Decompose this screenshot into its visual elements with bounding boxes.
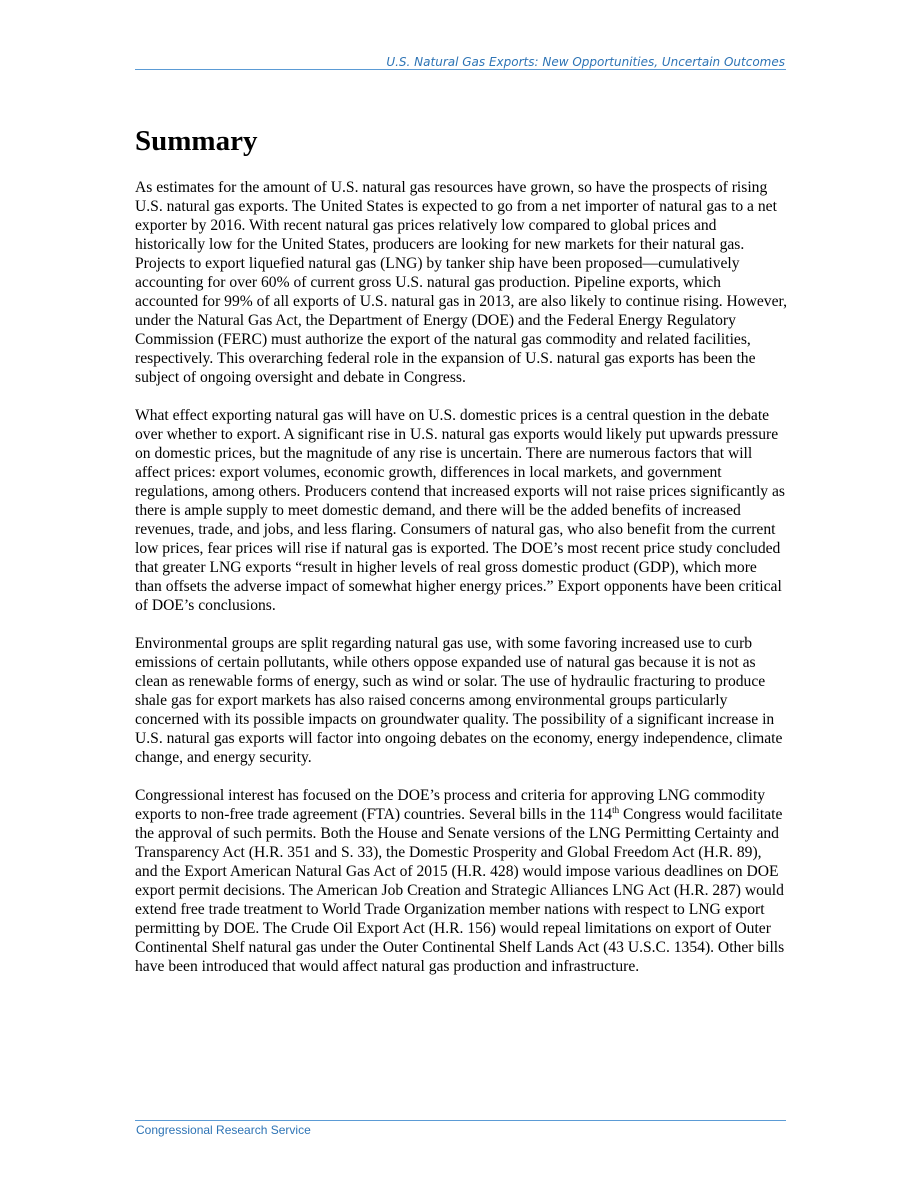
paragraph-congressional-interest bbox=[135, 786, 787, 976]
paragraph-domestic-prices: What effect exporting natural gas will have on U.S. domestic prices is a central question in the debate over whether to export. A significant rise in U.S. natural gas exports would likely put upwards pressure on domestic prices, but the magnitude of any rise is uncertain. There are numerous factors that will affect prices: export volumes, economic growth, differences in local markets, and government regulations, among others. Producers contend that increased exports will not raise prices significantly as there is ample supply to meet domestic demand, and there will be the added benefits of increased revenues, trade, and jobs, and less flaring. Consumers of natural gas, who also benefit from the current low prices, fear prices will rise if natural gas is exported. The DOE’s most recent price study concluded that greater LNG exports “result in higher levels of real gross domestic product (GDP), which more than offsets the adverse impact of somewhat higher energy prices.” Export opponents have been critical of DOE’s conclusions. bbox=[135, 407, 785, 614]
paragraph-environmental-groups: Environmental groups are split regarding natural gas use, with some favoring increased use to curb emissions of certain pollutants, while others oppose expanded use of natural gas because it is not as clean as renewable forms of energy, such as wind or solar. The use of hydraulic fracturing to produce shale gas for export markets has also raised concerns among environmental groups particularly concerned with its possible impacts on groundwater quality. The possibility of a significant increase in U.S. natural gas exports will factor into ongoing debates on the economy, energy independence, climate change, and energy security. bbox=[135, 635, 783, 766]
footer-divider bbox=[135, 1120, 786, 1121]
document-body bbox=[135, 178, 787, 995]
paragraph-congressional-interest-part1: Congressional interest has focused on the DOE’s process and criteria for approving LNG commodity exports to non-free trade agreement (FTA) countries. Several bills in the 114 bbox=[135, 787, 766, 823]
ordinal-superscript: th bbox=[612, 804, 620, 815]
paragraph-exports-overview: As estimates for the amount of U.S. natural gas resources have grown, so have the prospects of rising U.S. natural gas exports. The United States is expected to go from a net importer of natural gas to a net exporter by 2016. With recent natural gas prices relatively low compared to global prices and historically low for the United States, producers are looking for new markets for their natural gas. Projects to export liquefied natural gas (LNG) by tanker ship have been proposed—cumulatively accounting for over 60% of current gross U.S. natural gas production. Pipeline exports, which accounted for 99% of all exports of U.S. natural gas in 2013, are also likely to continue rising. However, under the Natural Gas Act, the Department of Energy (DOE) and the Federal Energy Regulatory Commission (FERC) must authorize the export of the natural gas commodity and related facilities, respectively. This overarching federal role in the expansion of U.S. natural gas exports has been the subject of ongoing oversight and debate in Congress. bbox=[135, 179, 787, 386]
footer-label: Congressional Research Service bbox=[136, 1123, 311, 1137]
running-header: U.S. Natural Gas Exports: New Opportunities, Uncertain Outcomes bbox=[386, 55, 785, 69]
page-title: Summary bbox=[135, 125, 258, 157]
header-divider bbox=[135, 69, 786, 70]
paragraph-congressional-interest-part2: Congress would facilitate the approval of such permits. Both the House and Senate versions of the LNG Permitting Certainty and Transparency Act (H.R. 351 and S. 33), the Domestic Prosperity and Global Freedom Act (H.R. 89), and the Export American Natural Gas Act of 2015 (H.R. 428) would impose various deadlines on DOE export permit decisions. The American Job Creation and Strategic Alliances LNG Act (H.R. 287) would extend free trade treatment to World Trade Organization member nations with respect to LNG export permitting by DOE. The Crude Oil Export Act (H.R. 156) would repeal limitations on export of Outer Continental Shelf natural gas under the Outer Continental Shelf Lands Act (43 U.S.C. 1354). Other bills have been introduced that would affect natural gas production and infrastructure. bbox=[135, 806, 785, 975]
